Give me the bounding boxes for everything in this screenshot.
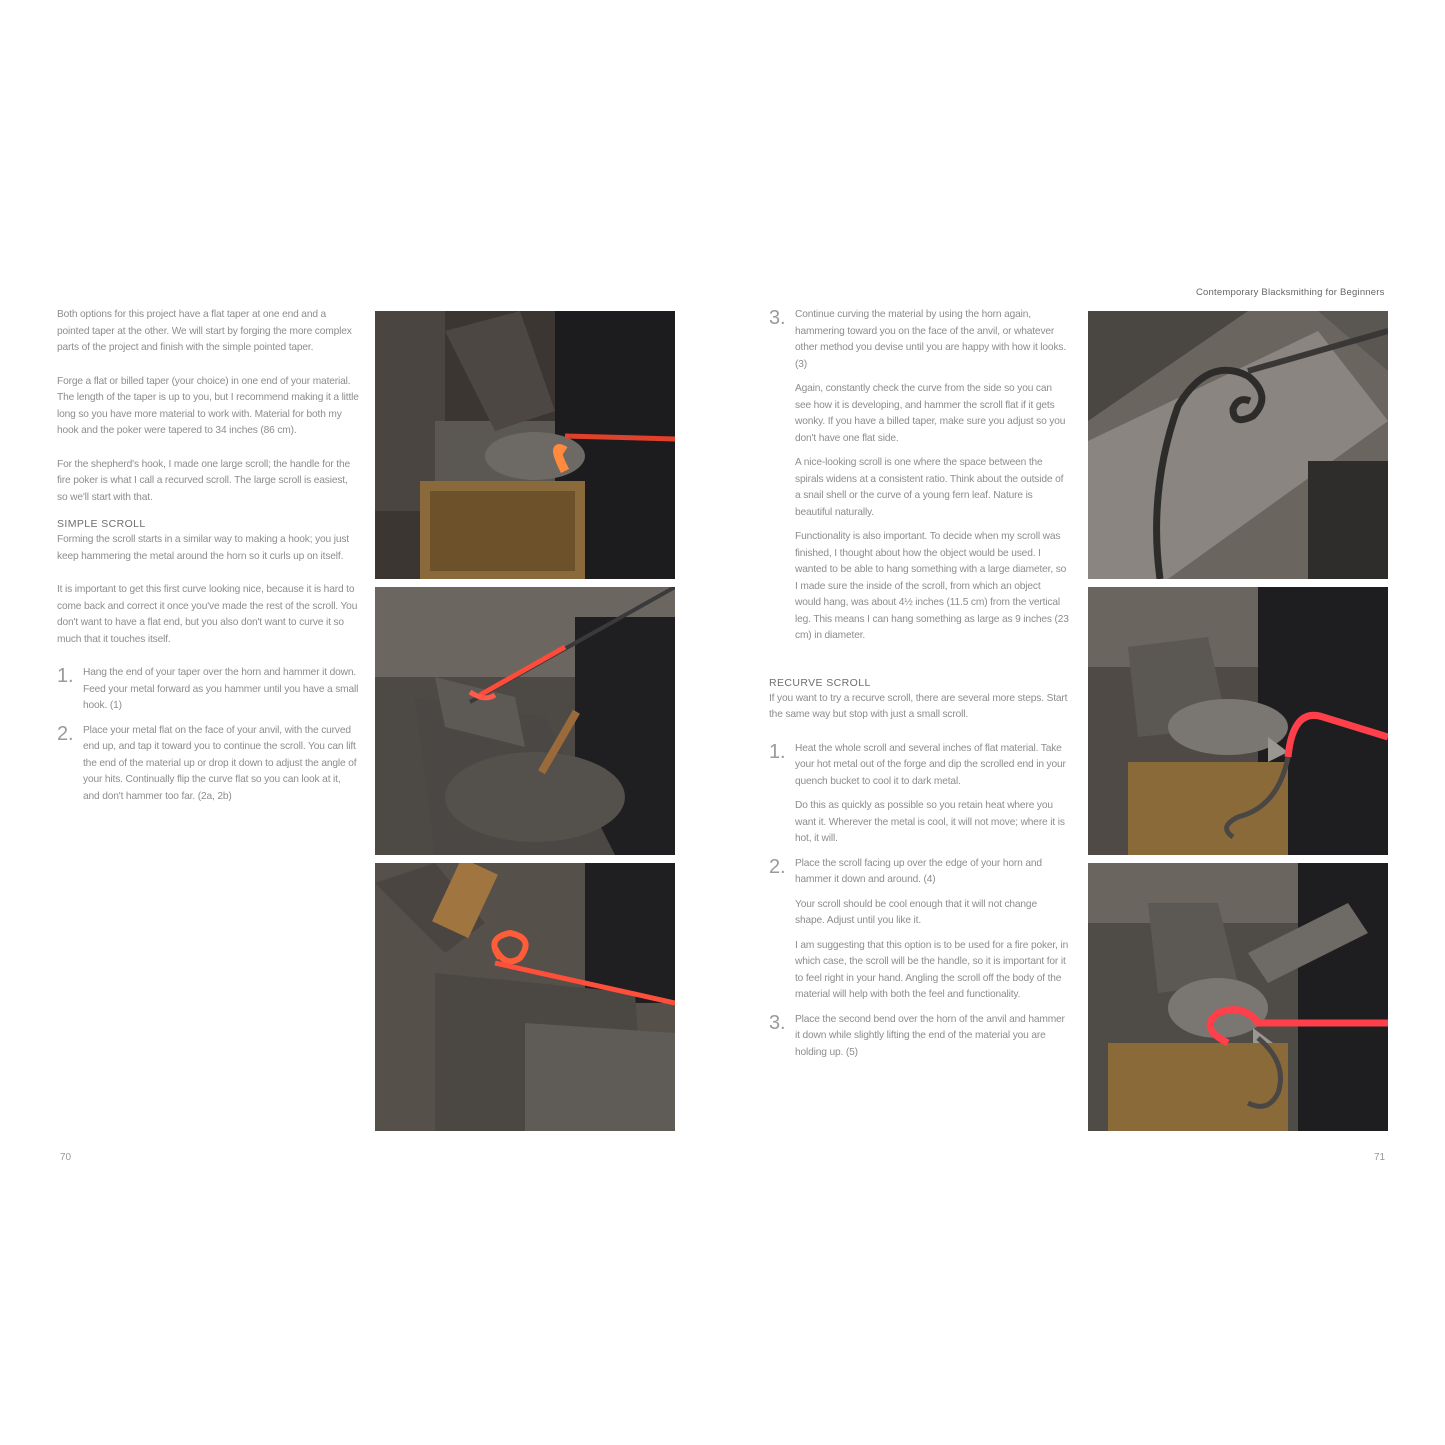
step-number: 1.: [57, 665, 74, 687]
step-text: Place your metal flat on the face of your anvil, with the curved end up, and tap it toward you to continue the scroll. You can lift the end of the material up or drop it down to adjust the angle of your hits. Continually flip the curve flat so you can look at it, and don't hammer too far. (2a, 2b): [83, 724, 357, 802]
page-number-right: 71: [1374, 1152, 1386, 1163]
step-note: Do this as quickly as possible so you retain heat where you want it. Wherever the metal is cool, it will not move; where it is hot, it will.: [795, 800, 1065, 844]
intro-paragraph: For the shepherd's hook, I made one large scroll; the handle for the fire poker is what I call a recurved scroll. The large scroll is easiest, so we'll start with that.: [57, 458, 351, 503]
step-item: [769, 741, 1069, 791]
section-heading: RECURVE SCROLL: [769, 676, 871, 689]
photo-2b: [375, 863, 675, 1131]
step-item: [769, 307, 1069, 373]
photo-3: [1088, 311, 1388, 579]
step-number: 2.: [769, 855, 786, 878]
step-text: Hang the end of your taper over the horn and hammer it down. Feed your metal forward as you hammer until you have a small hook. (1): [83, 667, 359, 711]
section-heading: SIMPLE SCROLL: [57, 518, 146, 530]
step-note: Your scroll should be cool enough that it will not change shape. Adjust until you like it.: [795, 898, 1037, 926]
step-note: Again, constantly check the curve from the side so you can see how it is developing, and hammer the scroll flat if it gets wonky. If you have a billed taper, make sure you adjust so you don't have one flat side.: [795, 383, 1066, 444]
right-text-column: [769, 307, 1069, 1069]
section-paragraph: It is important to get this first curve looking nice, because it is hard to come back and correct it once you've made the rest of the scroll. You don't want to have a flat end, but you also don't want to curve it so much that it touches itself.: [57, 584, 358, 645]
running-head: Contemporary Blacksmithing for Beginners: [1196, 287, 1385, 298]
page-number-left: 70: [60, 1152, 72, 1163]
step-text: Place the second bend over the horn of the anvil and hammer it down while slightly lifting the end of the material you are holding up. (5): [795, 1013, 1065, 1058]
step-item: [769, 856, 1069, 889]
intro-paragraph: Both options for this project have a flat taper at one end and a pointed taper at the other. We will start by forging the more complex parts of the project and finish with the simple pointed taper.: [57, 309, 352, 353]
step-note: Functionality is also important. To decide when my scroll was finished, I thought about how the object would be used. I wanted to be able to hang something with a large diameter, so I made sure the inside of the scroll, from which an object would hang, was about 4½ inches (11.5 cm) from the vertical leg. This means I can hang something as large as 9 inches (23 cm) in diameter.: [795, 531, 1069, 641]
step-number: 3.: [769, 1011, 786, 1034]
intro-paragraph: Forge a flat or billed taper (your choice) in one end of your material. The length of the taper is up to you, but I recommend making it a little long so you have more material to work with. Material for both my hook and the poker were tapered to 34 inches (86 cm).: [57, 375, 359, 436]
step-number: 3.: [769, 307, 786, 329]
section-paragraph: If you want to try a recurve scroll, there are several more steps. Start the same way but stop with just a small scroll.: [769, 692, 1068, 720]
step-item: [57, 723, 359, 806]
step-text: Heat the whole scroll and several inches of flat material. Take your hot metal out of the forge and dip the scrolled end in your quench bucket to cool it to dark metal.: [795, 742, 1066, 787]
left-text-column: [57, 307, 359, 813]
step-number: 1.: [769, 740, 786, 763]
photo-2a: [375, 587, 675, 855]
step-item: [57, 665, 359, 715]
step-number: 2.: [57, 722, 74, 745]
step-item: [769, 1012, 1069, 1062]
step-note: I am suggesting that this option is to be used for a fire poker, in which case, the scroll will be the handle, so it is important for it to feel right in your hand. Angling the scroll off the body of the material will help with both the feel and functionality.: [795, 939, 1069, 1000]
step-text: Place the scroll facing up over the edge of your horn and hammer it down and around. (4): [795, 857, 1042, 885]
photo-4: [1088, 587, 1388, 855]
photo-1: [375, 311, 675, 579]
photo-5: [1088, 863, 1388, 1131]
section-paragraph: Forming the scroll starts in a similar way to making a hook; you just keep hammering the metal around the horn so it curls up on itself.: [57, 534, 349, 562]
step-note: A nice-looking scroll is one where the space between the spirals widens at a consistent ratio. Think about the outside of a snail shell or the curve of a young fern leaf. Nature is beautiful naturally.: [795, 457, 1064, 518]
step-text: Continue curving the material by using the horn again, hammering toward you on the face of the anvil, or whatever other method you devise until you are happy with how it looks. (3): [795, 309, 1067, 370]
